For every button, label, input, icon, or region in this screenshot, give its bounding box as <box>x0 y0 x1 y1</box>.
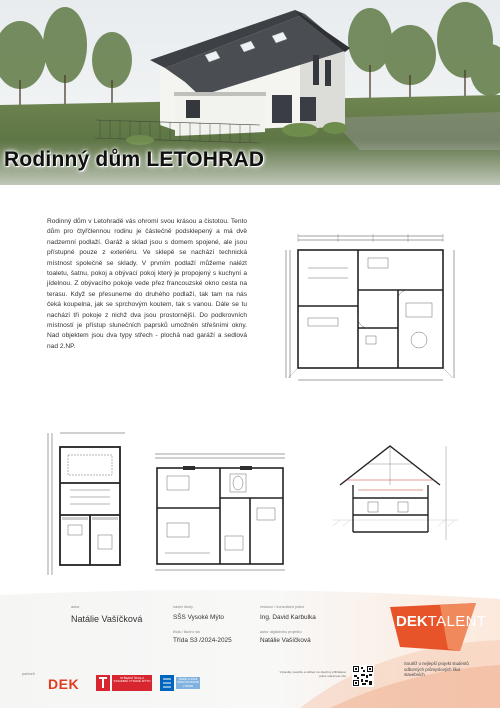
basement-plan-drawing <box>40 425 135 580</box>
supervisor-label: vedoucí / konzultant práce <box>260 605 305 609</box>
building-section-drawing <box>328 440 463 552</box>
upper-floor-plan-drawing <box>145 448 295 576</box>
school-logo-text: STŘEDNÍ ŠKOLA STAVEBNÍ VYSOKÉ MÝTO <box>113 676 151 684</box>
dek-talent-left: DEK <box>396 613 428 630</box>
project-author-label: autor digitálního projektu <box>260 630 302 634</box>
contest-tagline: Soutěž o nejlepší projekt studentů odborných průmyslových škol stavebních <box>404 661 469 678</box>
page-title: Rodinný dům LETOHRAD <box>4 148 265 171</box>
author-label: autor <box>71 605 80 609</box>
qr-caption: Výsledky soutěže a náhled na všechny přihlášené práce naleznete zde <box>279 670 346 678</box>
school-logo <box>96 675 152 691</box>
supervisor-name: Ing. David Karbulka <box>260 614 316 621</box>
dek-logo: DEK <box>48 676 80 692</box>
class-year: Třída S3 /2024-2025 <box>173 637 232 644</box>
university-logo-text: ČESKÉ VYSOKÉ UČENÍ TECHNICKÉ V PRAZE <box>177 678 199 688</box>
footer <box>0 585 500 708</box>
project-author-name: Natálie Vašíčková <box>260 637 311 644</box>
university-logo <box>160 675 200 691</box>
qr-code[interactable] <box>352 665 374 687</box>
school-name: SŠS Vysoké Mýto <box>173 614 224 621</box>
author-name: Natálie Vašíčková <box>71 614 143 624</box>
ground-floor-plan-drawing <box>278 228 463 388</box>
dek-talent-logo <box>390 603 487 651</box>
dek-talent-right: TALENT <box>427 613 487 630</box>
project-description: Rodinný dům v Letohradě vás ohromí svou krásou a čistotou. Tento dům pro čtyřčlennou rodinu je částečně podsklepený a má dvě nadzemní podlaží. Garáž a sklad jsou s domem spojené, ale jsou přístupné pouze z exteriéru. Ve sklepě se nachází technická místnost společně se sklady. V prvním podlaží můžeme nalézt toaletu, šatnu, pokoj a obývací pokoj který je propojený s kuchyní a jídelnou. Z obývacího pokoje vede přez francouzské okno cesta na terasu. Když se přesuneme do druhého podlaží, tak tam na nás čeká koupelna, jak se sprchovým koutem, tak s vanou. Dále se tu nachází tři pokoje z nichž dva jsou prostornější. Do podkrovních místností je přístup slunečních paprsků umožněn střešními okny. Nad objektem jsou dva typy střech - plochá nad garáží a sedlová nad 2.NP. <box>47 218 247 350</box>
qr-code-pattern <box>352 665 374 687</box>
class-label: třída / školní rok <box>173 630 201 634</box>
school-label: název školy <box>173 605 193 609</box>
partners-label: partneři <box>22 672 35 676</box>
